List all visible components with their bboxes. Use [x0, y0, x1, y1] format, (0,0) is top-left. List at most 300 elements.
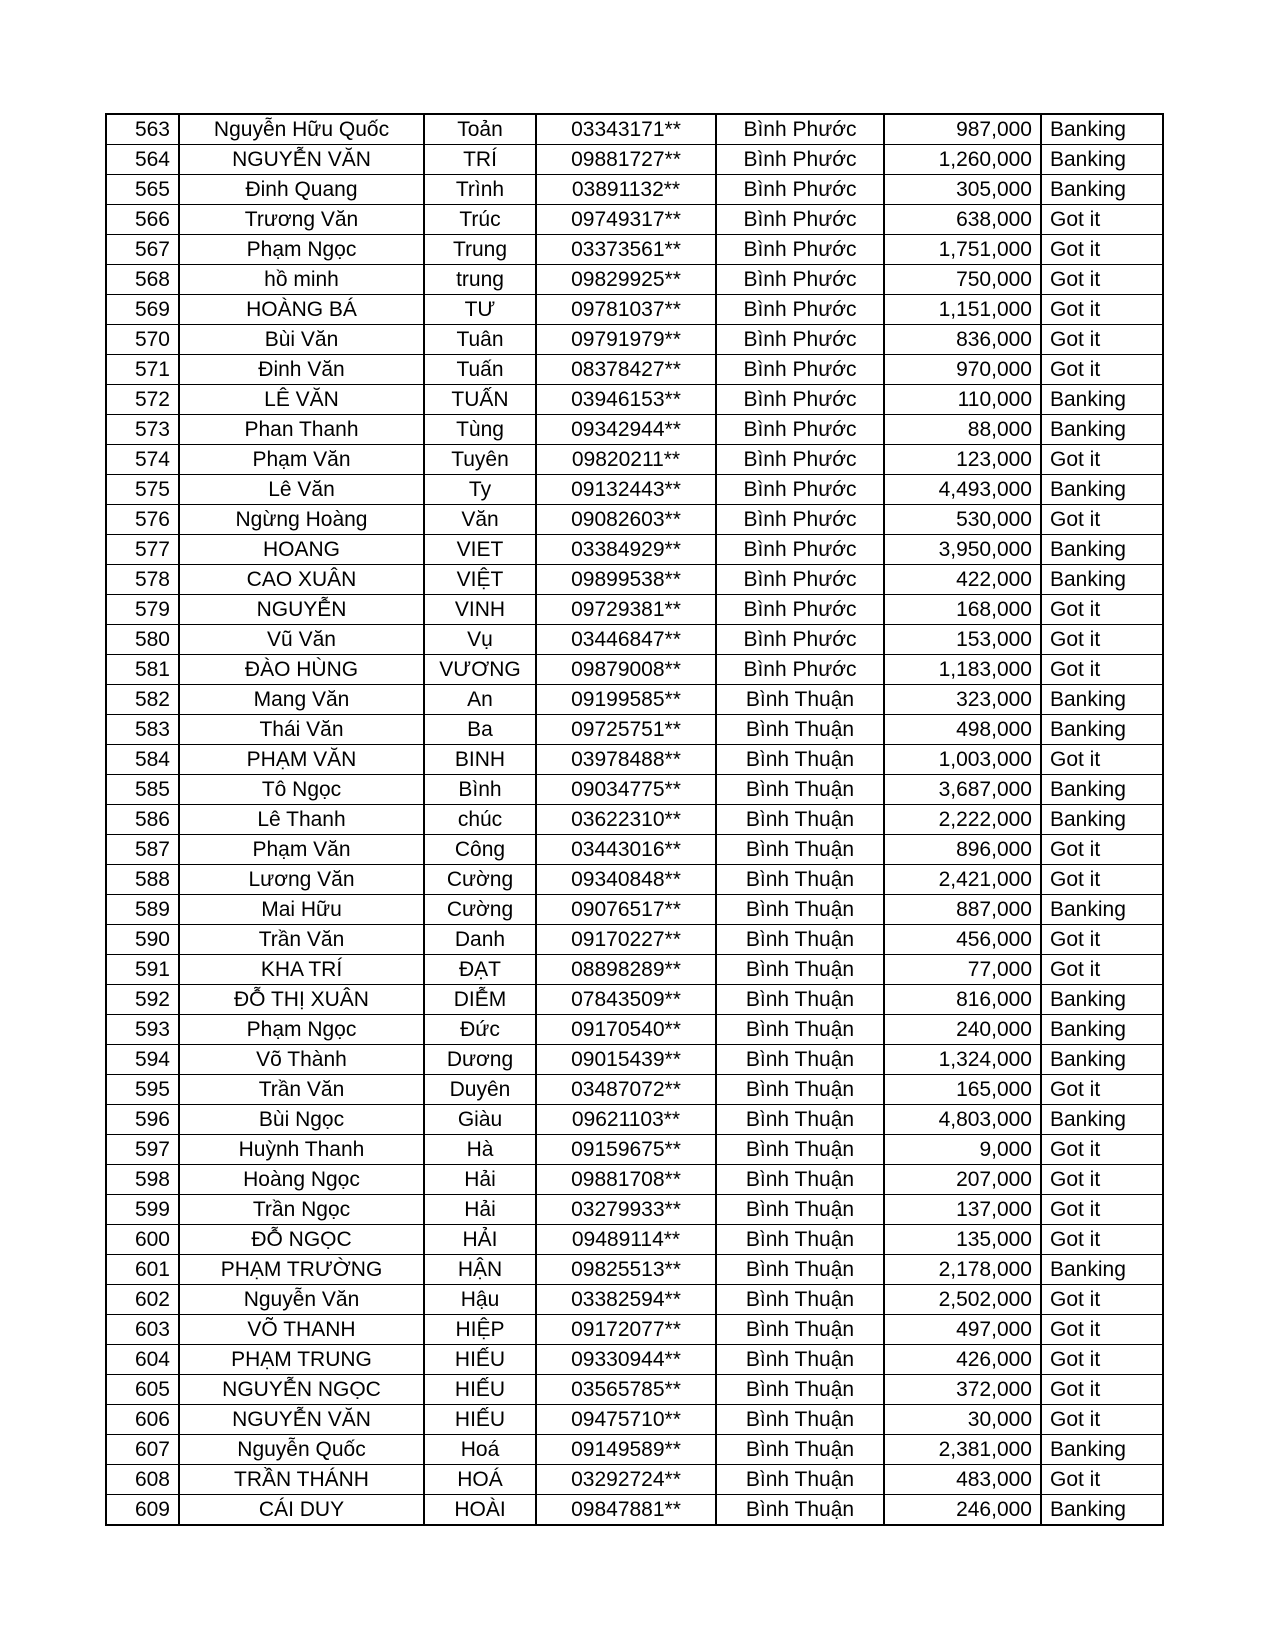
cell-amount: 2,502,000: [884, 1285, 1041, 1315]
cell-family-name: Đinh Văn: [179, 355, 424, 385]
cell-province: Bình Phước: [716, 445, 884, 475]
cell-family-name: Trần Ngọc: [179, 1195, 424, 1225]
table-row: [106, 925, 1163, 955]
table-row: [106, 715, 1163, 745]
cell-amount: 240,000: [884, 1015, 1041, 1045]
cell-method: Got it: [1041, 835, 1163, 865]
cell-amount: 1,003,000: [884, 745, 1041, 775]
table-row: [106, 475, 1163, 505]
cell-province: Bình Phước: [716, 595, 884, 625]
cell-given-name: VƯƠNG: [424, 655, 536, 685]
cell-amount: 1,260,000: [884, 145, 1041, 175]
table-row: [106, 1255, 1163, 1285]
cell-method: Got it: [1041, 625, 1163, 655]
cell-method: Banking: [1041, 685, 1163, 715]
cell-phone: 09881727**: [536, 145, 716, 175]
cell-index: 570: [106, 325, 179, 355]
cell-index: 565: [106, 175, 179, 205]
cell-index: 590: [106, 925, 179, 955]
cell-index: 582: [106, 685, 179, 715]
cell-given-name: Tuân: [424, 325, 536, 355]
cell-phone: 03343171**: [536, 114, 716, 145]
cell-province: Bình Phước: [716, 535, 884, 565]
cell-index: 584: [106, 745, 179, 775]
cell-given-name: BINH: [424, 745, 536, 775]
cell-family-name: HOANG: [179, 535, 424, 565]
cell-given-name: Hoá: [424, 1435, 536, 1465]
cell-family-name: Phạm Ngọc: [179, 235, 424, 265]
table-row: [106, 1105, 1163, 1135]
table-row: [106, 1495, 1163, 1526]
cell-province: Bình Phước: [716, 475, 884, 505]
cell-method: Banking: [1041, 805, 1163, 835]
cell-province: Bình Thuận: [716, 1135, 884, 1165]
cell-amount: 305,000: [884, 175, 1041, 205]
cell-index: 571: [106, 355, 179, 385]
table-row: [106, 1075, 1163, 1105]
cell-family-name: TRẦN THÁNH: [179, 1465, 424, 1495]
cell-index: 596: [106, 1105, 179, 1135]
cell-given-name: HIỆP: [424, 1315, 536, 1345]
cell-method: Banking: [1041, 565, 1163, 595]
cell-amount: 498,000: [884, 715, 1041, 745]
cell-province: Bình Thuận: [716, 1285, 884, 1315]
cell-method: Got it: [1041, 865, 1163, 895]
cell-family-name: Phạm Văn: [179, 835, 424, 865]
cell-method: Banking: [1041, 1045, 1163, 1075]
table-row: [106, 1285, 1163, 1315]
cell-family-name: PHẠM TRUNG: [179, 1345, 424, 1375]
cell-method: Got it: [1041, 955, 1163, 985]
cell-given-name: Trình: [424, 175, 536, 205]
cell-index: 604: [106, 1345, 179, 1375]
cell-province: Bình Phước: [716, 385, 884, 415]
cell-method: Got it: [1041, 1465, 1163, 1495]
recipient-table: [105, 113, 1164, 1526]
cell-phone: 03279933**: [536, 1195, 716, 1225]
cell-province: Bình Phước: [716, 265, 884, 295]
cell-given-name: VIỆT: [424, 565, 536, 595]
cell-province: Bình Thuận: [716, 1315, 884, 1345]
cell-index: 581: [106, 655, 179, 685]
cell-phone: 09149589**: [536, 1435, 716, 1465]
cell-amount: 1,324,000: [884, 1045, 1041, 1075]
cell-method: Got it: [1041, 1285, 1163, 1315]
cell-phone: 09015439**: [536, 1045, 716, 1075]
cell-given-name: HOÀI: [424, 1495, 536, 1526]
cell-index: 579: [106, 595, 179, 625]
cell-family-name: CAO XUÂN: [179, 565, 424, 595]
cell-amount: 896,000: [884, 835, 1041, 865]
cell-given-name: VINH: [424, 595, 536, 625]
cell-province: Bình Thuận: [716, 1465, 884, 1495]
table-row: [106, 1435, 1163, 1465]
table-row: [106, 1315, 1163, 1345]
cell-province: Bình Phước: [716, 145, 884, 175]
cell-province: Bình Phước: [716, 114, 884, 145]
cell-index: 591: [106, 955, 179, 985]
cell-amount: 246,000: [884, 1495, 1041, 1526]
cell-method: Banking: [1041, 985, 1163, 1015]
cell-family-name: Phan Thanh: [179, 415, 424, 445]
cell-index: 587: [106, 835, 179, 865]
cell-family-name: ĐỖ NGỌC: [179, 1225, 424, 1255]
cell-method: Banking: [1041, 1495, 1163, 1526]
cell-phone: 03443016**: [536, 835, 716, 865]
cell-index: 586: [106, 805, 179, 835]
cell-given-name: Ba: [424, 715, 536, 745]
cell-method: Got it: [1041, 445, 1163, 475]
cell-index: 601: [106, 1255, 179, 1285]
cell-index: 573: [106, 415, 179, 445]
cell-family-name: Bùi Văn: [179, 325, 424, 355]
cell-family-name: Lê Văn: [179, 475, 424, 505]
cell-index: 608: [106, 1465, 179, 1495]
cell-province: Bình Thuận: [716, 1195, 884, 1225]
cell-given-name: Dương: [424, 1045, 536, 1075]
cell-family-name: Hoàng Ngọc: [179, 1165, 424, 1195]
cell-index: 588: [106, 865, 179, 895]
cell-given-name: DIỄM: [424, 985, 536, 1015]
table-row: [106, 145, 1163, 175]
cell-amount: 422,000: [884, 565, 1041, 595]
cell-index: 583: [106, 715, 179, 745]
table-row: [106, 1165, 1163, 1195]
cell-phone: 03891132**: [536, 175, 716, 205]
cell-amount: 497,000: [884, 1315, 1041, 1345]
cell-given-name: Hậu: [424, 1285, 536, 1315]
cell-method: Got it: [1041, 1225, 1163, 1255]
cell-amount: 88,000: [884, 415, 1041, 445]
cell-method: Got it: [1041, 1135, 1163, 1165]
cell-given-name: Trung: [424, 235, 536, 265]
cell-family-name: Trần Văn: [179, 925, 424, 955]
cell-amount: 3,950,000: [884, 535, 1041, 565]
cell-amount: 30,000: [884, 1405, 1041, 1435]
cell-phone: 09781037**: [536, 295, 716, 325]
cell-method: Got it: [1041, 1075, 1163, 1105]
table-row: [106, 325, 1163, 355]
cell-amount: 816,000: [884, 985, 1041, 1015]
table-row: [106, 235, 1163, 265]
cell-index: 600: [106, 1225, 179, 1255]
table-row: [106, 114, 1163, 145]
cell-method: Got it: [1041, 205, 1163, 235]
table-row: [106, 1465, 1163, 1495]
cell-index: 606: [106, 1405, 179, 1435]
table-row: [106, 205, 1163, 235]
cell-family-name: Trương Văn: [179, 205, 424, 235]
cell-index: 578: [106, 565, 179, 595]
cell-family-name: Nguyễn Văn: [179, 1285, 424, 1315]
table-row: [106, 1405, 1163, 1435]
cell-phone: 09729381**: [536, 595, 716, 625]
cell-amount: 750,000: [884, 265, 1041, 295]
cell-family-name: Trần Văn: [179, 1075, 424, 1105]
cell-family-name: PHẠM VĂN: [179, 745, 424, 775]
cell-given-name: Duyên: [424, 1075, 536, 1105]
cell-family-name: ĐỖ THỊ XUÂN: [179, 985, 424, 1015]
cell-index: 566: [106, 205, 179, 235]
cell-province: Bình Phước: [716, 295, 884, 325]
cell-province: Bình Phước: [716, 625, 884, 655]
cell-family-name: Mang Văn: [179, 685, 424, 715]
cell-method: Banking: [1041, 114, 1163, 145]
cell-family-name: Phạm Văn: [179, 445, 424, 475]
cell-amount: 456,000: [884, 925, 1041, 955]
cell-family-name: hồ minh: [179, 265, 424, 295]
cell-given-name: Tuyên: [424, 445, 536, 475]
cell-amount: 887,000: [884, 895, 1041, 925]
cell-amount: 2,178,000: [884, 1255, 1041, 1285]
cell-amount: 207,000: [884, 1165, 1041, 1195]
cell-given-name: Cường: [424, 895, 536, 925]
cell-phone: 09725751**: [536, 715, 716, 745]
cell-province: Bình Phước: [716, 325, 884, 355]
cell-phone: 08378427**: [536, 355, 716, 385]
cell-province: Bình Thuận: [716, 1045, 884, 1075]
cell-given-name: ĐẠT: [424, 955, 536, 985]
cell-index: 607: [106, 1435, 179, 1465]
cell-province: Bình Phước: [716, 205, 884, 235]
cell-phone: 09847881**: [536, 1495, 716, 1526]
cell-phone: 03446847**: [536, 625, 716, 655]
cell-amount: 110,000: [884, 385, 1041, 415]
cell-amount: 483,000: [884, 1465, 1041, 1495]
table-row: [106, 1135, 1163, 1165]
cell-amount: 2,421,000: [884, 865, 1041, 895]
cell-amount: 323,000: [884, 685, 1041, 715]
table-row: [106, 745, 1163, 775]
cell-province: Bình Thuận: [716, 1105, 884, 1135]
cell-method: Banking: [1041, 385, 1163, 415]
cell-index: 577: [106, 535, 179, 565]
table-body: [106, 114, 1163, 1525]
cell-phone: 03622310**: [536, 805, 716, 835]
table-row: [106, 295, 1163, 325]
cell-given-name: Hải: [424, 1165, 536, 1195]
cell-amount: 836,000: [884, 325, 1041, 355]
cell-family-name: Đinh Quang: [179, 175, 424, 205]
table-row: [106, 505, 1163, 535]
cell-index: 589: [106, 895, 179, 925]
cell-family-name: Thái Văn: [179, 715, 424, 745]
cell-phone: 08898289**: [536, 955, 716, 985]
cell-given-name: An: [424, 685, 536, 715]
cell-family-name: Võ Thành: [179, 1045, 424, 1075]
cell-phone: 09172077**: [536, 1315, 716, 1345]
table-row: [106, 955, 1163, 985]
cell-province: Bình Phước: [716, 565, 884, 595]
cell-family-name: Lương Văn: [179, 865, 424, 895]
cell-index: 563: [106, 114, 179, 145]
cell-province: Bình Thuận: [716, 895, 884, 925]
cell-amount: 2,381,000: [884, 1435, 1041, 1465]
cell-phone: 09489114**: [536, 1225, 716, 1255]
cell-method: Got it: [1041, 925, 1163, 955]
cell-given-name: HIẾU: [424, 1405, 536, 1435]
cell-province: Bình Thuận: [716, 865, 884, 895]
cell-family-name: KHA TRÍ: [179, 955, 424, 985]
cell-method: Banking: [1041, 145, 1163, 175]
cell-amount: 1,151,000: [884, 295, 1041, 325]
cell-phone: 09820211**: [536, 445, 716, 475]
cell-index: 593: [106, 1015, 179, 1045]
cell-index: 585: [106, 775, 179, 805]
cell-given-name: Bình: [424, 775, 536, 805]
cell-province: Bình Thuận: [716, 1075, 884, 1105]
cell-phone: 09076517**: [536, 895, 716, 925]
cell-family-name: Nguyễn Hữu Quốc: [179, 114, 424, 145]
cell-province: Bình Phước: [716, 355, 884, 385]
cell-phone: 03292724**: [536, 1465, 716, 1495]
cell-phone: 03382594**: [536, 1285, 716, 1315]
table-row: [106, 385, 1163, 415]
cell-method: Got it: [1041, 595, 1163, 625]
cell-phone: 03565785**: [536, 1375, 716, 1405]
table-row: [106, 1045, 1163, 1075]
cell-province: Bình Thuận: [716, 715, 884, 745]
table-row: [106, 1345, 1163, 1375]
cell-given-name: TƯ: [424, 295, 536, 325]
table-row: [106, 1195, 1163, 1225]
cell-province: Bình Thuận: [716, 1405, 884, 1435]
table-row: [106, 685, 1163, 715]
cell-index: 572: [106, 385, 179, 415]
cell-phone: 09879008**: [536, 655, 716, 685]
cell-index: 609: [106, 1495, 179, 1526]
cell-province: Bình Thuận: [716, 985, 884, 1015]
cell-method: Banking: [1041, 475, 1163, 505]
cell-method: Banking: [1041, 175, 1163, 205]
cell-given-name: Giàu: [424, 1105, 536, 1135]
cell-given-name: TRÍ: [424, 145, 536, 175]
cell-province: Bình Phước: [716, 175, 884, 205]
cell-method: Banking: [1041, 535, 1163, 565]
cell-family-name: Lê Thanh: [179, 805, 424, 835]
cell-index: 574: [106, 445, 179, 475]
cell-method: Got it: [1041, 1375, 1163, 1405]
cell-index: 569: [106, 295, 179, 325]
cell-index: 595: [106, 1075, 179, 1105]
cell-amount: 970,000: [884, 355, 1041, 385]
cell-phone: 09170227**: [536, 925, 716, 955]
cell-phone: 03978488**: [536, 745, 716, 775]
cell-method: Got it: [1041, 1345, 1163, 1375]
cell-amount: 153,000: [884, 625, 1041, 655]
cell-family-name: NGUYỄN NGỌC: [179, 1375, 424, 1405]
cell-phone: 09082603**: [536, 505, 716, 535]
cell-method: Banking: [1041, 775, 1163, 805]
cell-amount: 165,000: [884, 1075, 1041, 1105]
cell-phone: 03373561**: [536, 235, 716, 265]
cell-phone: 09330944**: [536, 1345, 716, 1375]
cell-amount: 638,000: [884, 205, 1041, 235]
cell-family-name: Huỳnh Thanh: [179, 1135, 424, 1165]
cell-given-name: Cường: [424, 865, 536, 895]
cell-index: 599: [106, 1195, 179, 1225]
table-row: [106, 265, 1163, 295]
cell-phone: 09621103**: [536, 1105, 716, 1135]
cell-index: 564: [106, 145, 179, 175]
table-row: [106, 595, 1163, 625]
cell-index: 605: [106, 1375, 179, 1405]
cell-amount: 372,000: [884, 1375, 1041, 1405]
cell-index: 603: [106, 1315, 179, 1345]
cell-family-name: HOÀNG BÁ: [179, 295, 424, 325]
cell-method: Got it: [1041, 355, 1163, 385]
cell-amount: 4,493,000: [884, 475, 1041, 505]
cell-province: Bình Thuận: [716, 1495, 884, 1526]
cell-given-name: Tuấn: [424, 355, 536, 385]
cell-family-name: NGUYỄN: [179, 595, 424, 625]
cell-given-name: Trúc: [424, 205, 536, 235]
cell-province: Bình Thuận: [716, 775, 884, 805]
cell-phone: 09199585**: [536, 685, 716, 715]
cell-phone: 09475710**: [536, 1405, 716, 1435]
cell-phone: 03384929**: [536, 535, 716, 565]
cell-family-name: Bùi Ngọc: [179, 1105, 424, 1135]
cell-family-name: VÕ THANH: [179, 1315, 424, 1345]
cell-phone: 09342944**: [536, 415, 716, 445]
cell-given-name: Hải: [424, 1195, 536, 1225]
cell-phone: 03487072**: [536, 1075, 716, 1105]
cell-index: 598: [106, 1165, 179, 1195]
cell-index: 592: [106, 985, 179, 1015]
cell-amount: 9,000: [884, 1135, 1041, 1165]
cell-method: Got it: [1041, 1165, 1163, 1195]
table-row: [106, 535, 1163, 565]
cell-phone: 09791979**: [536, 325, 716, 355]
cell-province: Bình Thuận: [716, 685, 884, 715]
cell-method: Banking: [1041, 715, 1163, 745]
cell-family-name: Ngừng Hoàng: [179, 505, 424, 535]
table-row: [106, 985, 1163, 1015]
cell-province: Bình Thuận: [716, 835, 884, 865]
cell-phone: 09132443**: [536, 475, 716, 505]
cell-method: Banking: [1041, 1105, 1163, 1135]
table-row: [106, 655, 1163, 685]
cell-province: Bình Thuận: [716, 1015, 884, 1045]
cell-amount: 168,000: [884, 595, 1041, 625]
table-row: [106, 565, 1163, 595]
cell-given-name: HẢI: [424, 1225, 536, 1255]
cell-phone: 09825513**: [536, 1255, 716, 1285]
cell-method: Got it: [1041, 745, 1163, 775]
cell-index: 568: [106, 265, 179, 295]
cell-family-name: ĐÀO HÙNG: [179, 655, 424, 685]
cell-province: Bình Phước: [716, 415, 884, 445]
cell-province: Bình Thuận: [716, 1255, 884, 1285]
cell-family-name: PHẠM TRƯỜNG: [179, 1255, 424, 1285]
cell-phone: 09899538**: [536, 565, 716, 595]
cell-given-name: HOÁ: [424, 1465, 536, 1495]
cell-province: Bình Thuận: [716, 955, 884, 985]
cell-given-name: Ty: [424, 475, 536, 505]
cell-amount: 137,000: [884, 1195, 1041, 1225]
cell-method: Got it: [1041, 325, 1163, 355]
cell-amount: 2,222,000: [884, 805, 1041, 835]
cell-method: Got it: [1041, 1315, 1163, 1345]
cell-phone: 09749317**: [536, 205, 716, 235]
cell-given-name: Toản: [424, 114, 536, 145]
cell-given-name: Đức: [424, 1015, 536, 1045]
cell-given-name: TUẤN: [424, 385, 536, 415]
cell-method: Got it: [1041, 1195, 1163, 1225]
cell-province: Bình Thuận: [716, 1225, 884, 1255]
table-row: [106, 775, 1163, 805]
cell-amount: 1,183,000: [884, 655, 1041, 685]
